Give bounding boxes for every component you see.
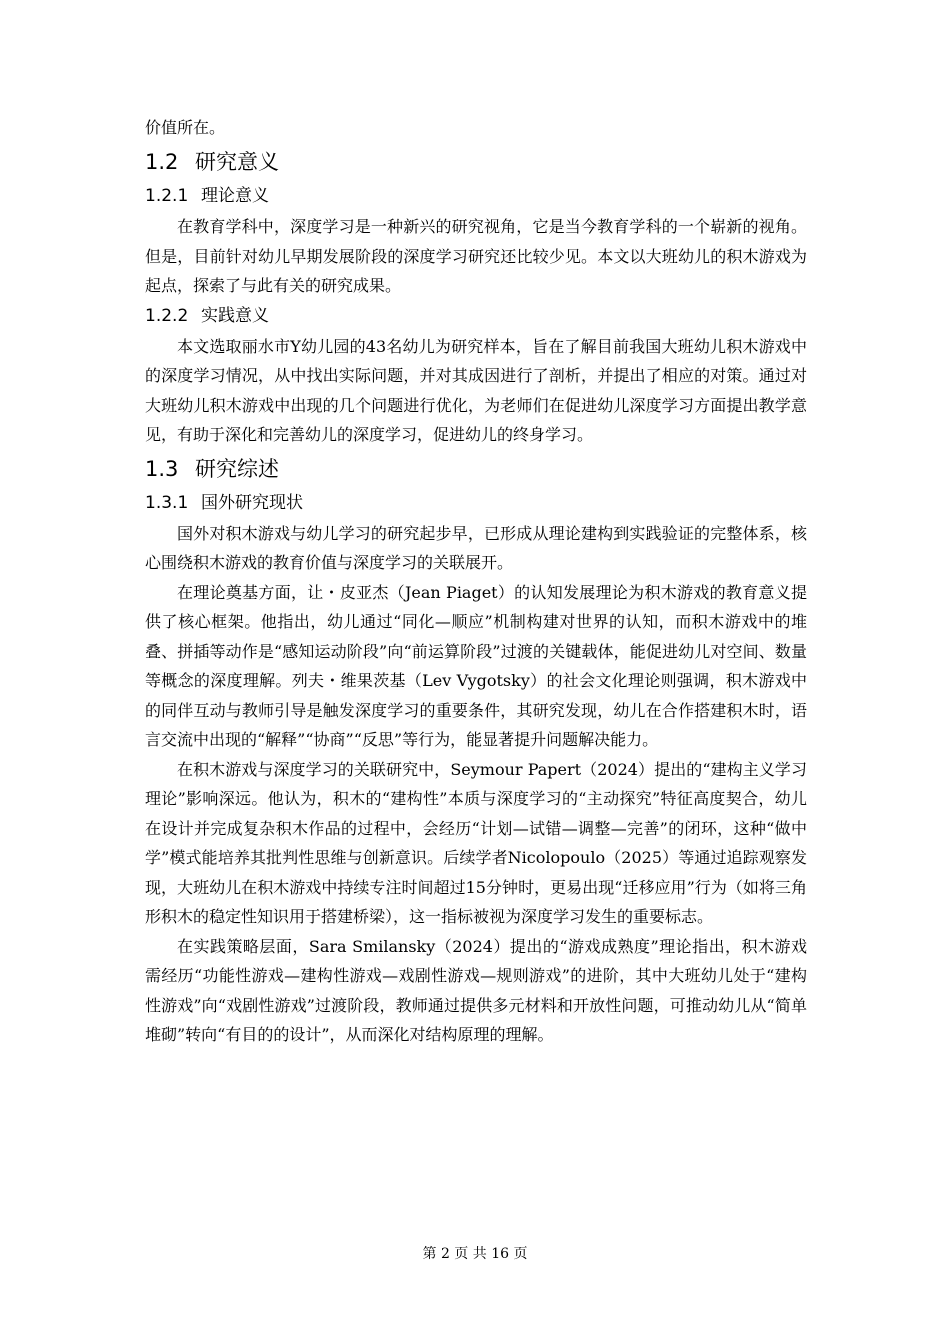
section-heading-1-2 bbox=[145, 143, 807, 181]
section-number: 1.2.2 bbox=[145, 305, 189, 326]
continuation-text: 价值所在。 bbox=[145, 118, 226, 137]
section-title: 理论意义 bbox=[201, 186, 269, 206]
section-title: 研究意义 bbox=[195, 150, 279, 174]
section-number: 1.2 bbox=[145, 150, 179, 174]
paragraph: 在理论奠基方面，让・皮亚杰（Jean Piaget）的认知发展理论为积木游戏的教育意义提供了核心框架。他指出，幼儿通过“同化—顺应”机制构建对世界的认知，而积木游戏中的堆叠、拼插等动作是“感知运动阶段”向“前运算阶段”过渡的关键载体，能促进幼儿对空间、数量等概念的深度理解。列夫・维果茨基（Lev Vygotsky）的社会文化理论则强调，积木游戏中的同伴互动与教师引导是触发深度学习的重要条件，其研究发现，幼儿在合作搭建积木时，语言交流中出现的“解释”“协商”“反思”等行为，能显著提升问题解决能力。 bbox=[145, 582, 807, 749]
section-number: 1.2.1 bbox=[145, 186, 189, 206]
paragraph: 本文选取丽水市Y幼儿园的43名幼儿为研究样本，旨在了解目前我国大班幼儿积木游戏中的深度学习情况，从中找出实际问题，并对其成因进行了剖析，并提出了相应的对策。通过对大班幼儿积木游戏中出现的几个问题进行优化，为老师们在促进幼儿深度学习方面提出教学意见，有助于深化和完善幼儿的深度学习，促进幼儿的终身学习。 bbox=[145, 336, 807, 444]
paragraph: 国外对积木游戏与幼儿学习的研究起步早，已形成从理论建构到实践验证的完整体系，核心围绕积木游戏的教育价值与深度学习的关联展开。 bbox=[145, 523, 807, 572]
section-title: 国外研究现状 bbox=[201, 492, 303, 513]
section-title: 研究综述 bbox=[195, 456, 279, 481]
section-number: 1.3.1 bbox=[145, 492, 189, 513]
section-title: 实践意义 bbox=[201, 305, 269, 326]
page-content bbox=[145, 113, 807, 1050]
section-heading-1-3 bbox=[145, 450, 807, 488]
page-footer: 第 2 页 共 16 页 bbox=[422, 1246, 528, 1262]
section-number: 1.3 bbox=[145, 456, 179, 481]
section-heading-1-2-2 bbox=[145, 301, 807, 332]
paragraph: 在实践策略层面，Sara Smilansky（2024）提出的“游戏成熟度”理论指出，积木游戏需经历“功能性游戏—建构性游戏—戏剧性游戏—规则游戏”的进阶，其中大班幼儿处于“建构性游戏”向“戏剧性游戏”过渡阶段，教师通过提供多元材料和开放性问题，可推动幼儿从“简单堆砌”转向“有目的的设计”，从而深化对结构原理的理解。 bbox=[145, 936, 807, 1044]
section-heading-1-3-1 bbox=[145, 488, 807, 519]
section-heading-1-2-1 bbox=[145, 181, 807, 212]
paragraph: 在积木游戏与深度学习的关联研究中，Seymour Papert（2024）提出的“建构主义学习理论”影响深远。他认为，积木的“建构性”本质与深度学习的“主动探究”特征高度契合，幼儿在设计并完成复杂积木作品的过程中，会经历“计划—试错—调整—完善”的闭环，这种“做中学”模式能培养其批判性思维与创新意识。后续学者Nicolopoulo（2025）等通过追踪观察发现，大班幼儿在积木游戏中持续专注时间超过15分钟时，更易出现“迁移应用”行为（如将三角形积木的稳定性知识用于搭建桥梁），这一指标被视为深度学习发生的重要标志。 bbox=[145, 759, 807, 926]
paragraph: 在教育学科中，深度学习是一种新兴的研究视角，它是当今教育学科的一个崭新的视角。但是，目前针对幼儿早期发展阶段的深度学习研究还比较少见。本文以大班幼儿的积木游戏为起点，探索了与此有关的研究成果。 bbox=[145, 217, 807, 295]
